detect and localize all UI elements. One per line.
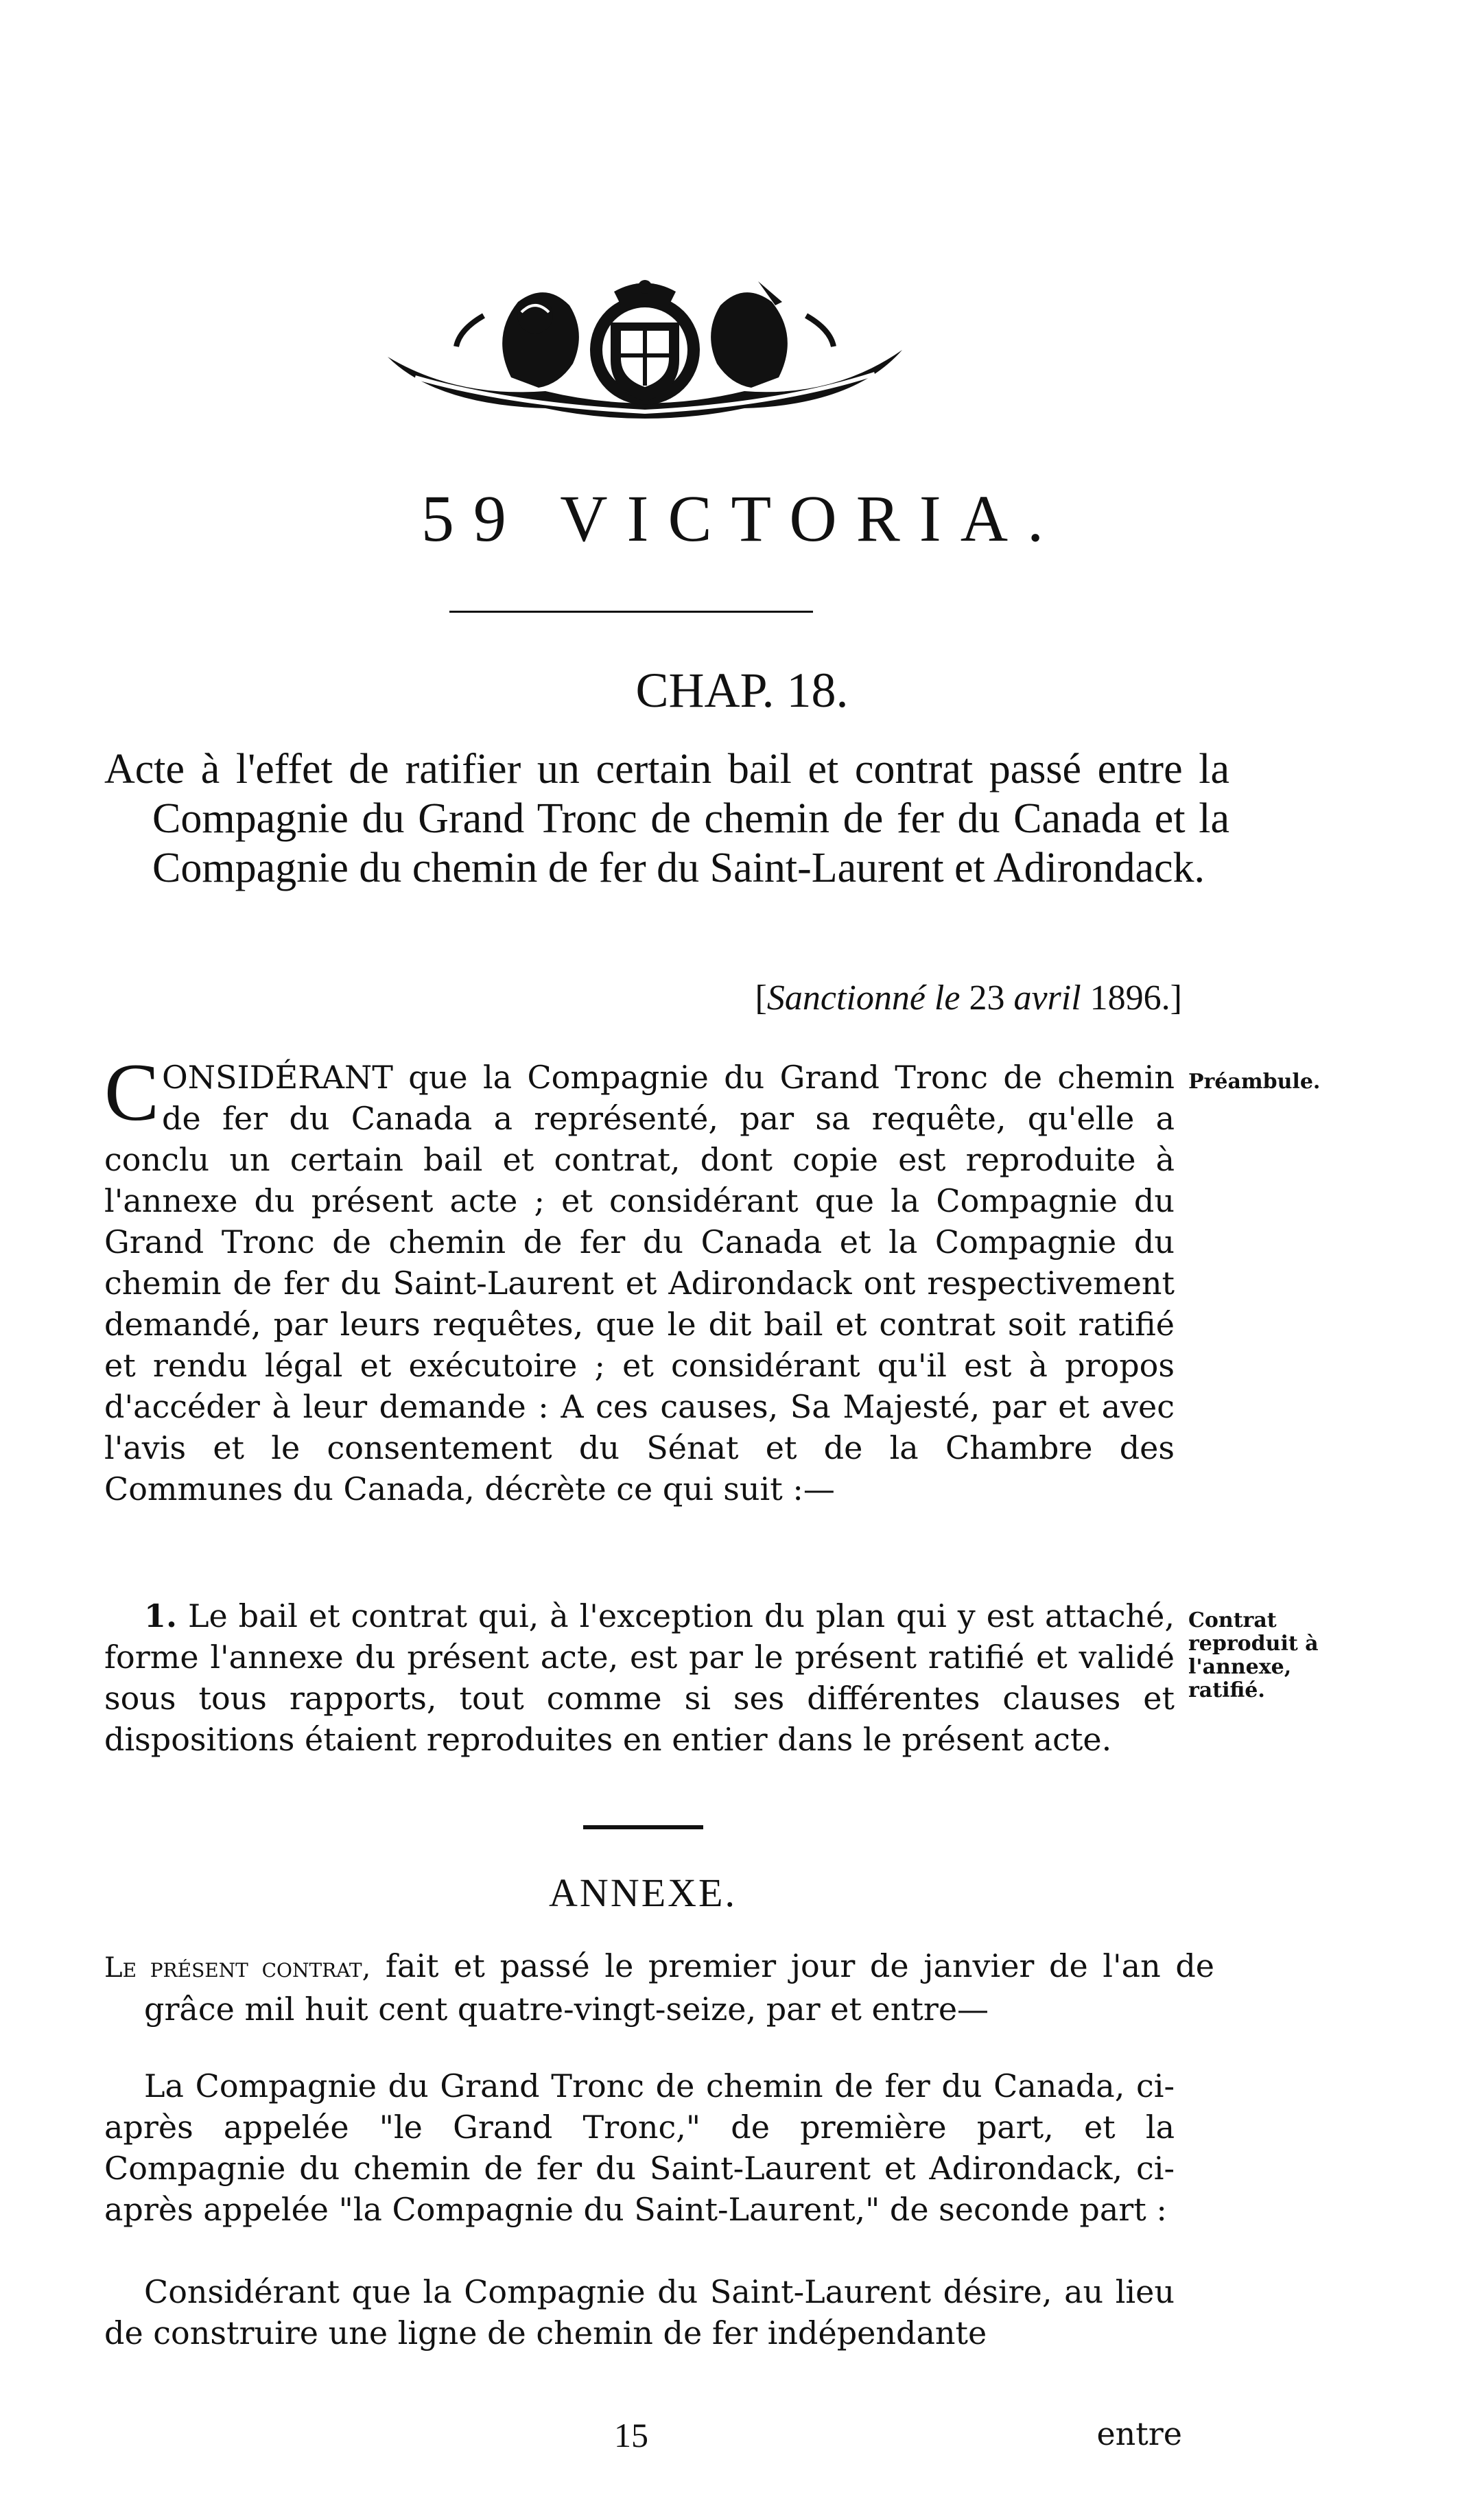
sanction-day: 23 <box>969 978 1005 1018</box>
annexe-heading: ANNEXE. <box>549 1870 737 1915</box>
act-title: Acte à l'effet de ratifier un certain bail et contrat passé entre la Compagnie du Grand Tronc de chemin de fer du Canada et la Compagnie du chemin de fer du Saint-Laurent et Adirondack. <box>104 746 1229 891</box>
section-1-paragraph <box>104 1595 1175 1760</box>
annexe-paragraph-1 <box>104 1945 1214 2030</box>
page-number: 15 <box>614 2416 648 2454</box>
section-1-text: Le bail et contrat qui, à l'exception du plan qui y est attaché, forme l'annexe du présent acte, est par le présent ratifié et validé sous tous rapports, tout comme si ses différentes clauses et dispositions étaient reproduites en entier dans le présent acte. <box>104 1597 1175 1758</box>
royal-crest-icon <box>374 274 916 432</box>
annexe-para1-text: fait et passé le premier jour de janvier de l'an de grâce mil huit cent quatre-vingt-seize, par et entre— <box>144 1947 1214 2028</box>
catchword: entre <box>1096 2415 1182 2452</box>
sanction-label: Sanctionné le <box>766 978 961 1018</box>
annexe-lead: Le présent contrat, <box>104 1952 371 1984</box>
margin-note-preamble: Préambule. <box>1188 1070 1321 1094</box>
margin-note-section-1: Contrat reproduit à l'annexe, ratifié. <box>1188 1608 1319 1702</box>
sanction-date <box>755 978 1182 1018</box>
sanction-year: 1896.] <box>1090 978 1182 1018</box>
chapter-heading: CHAP. 18. <box>635 663 849 718</box>
section-number: 1. <box>144 1597 178 1634</box>
annexe-paragraph-2: La Compagnie du Grand Tronc de chemin de fer du Canada, ci-après appelée "le Grand Tronc," de première part, et la Compagnie du chemin de fer du Saint-Laurent et Adirondack, ci-après appelée "la Compagnie du Saint-Laurent," de seconde part : <box>104 2067 1175 2228</box>
sanction-month: avril <box>1013 978 1081 1018</box>
divider <box>583 1825 703 1829</box>
sanction-bracket: [ <box>755 978 767 1018</box>
preamble-paragraph <box>104 1046 1175 1510</box>
annexe-paragraph-3: Considérant que la Compagnie du Saint-Laurent désire, au lieu de construire une ligne de chemin de fer indépendante <box>104 2273 1175 2351</box>
reign-heading: 59 VICTORIA. <box>421 482 1063 555</box>
divider <box>449 611 813 613</box>
preamble-text: ONSIDÉRANT que la Compagnie du Grand Tronc de chemin de fer du Canada a représenté, par sa requête, qu'elle a conclu un certain bail et contrat, dont copie est reproduite à l'annexe du présent acte ; et considérant que la Compagnie du Grand Tronc de chemin de fer du Canada et la Compagnie du chemin de fer du Saint-Laurent et Adirondack ont respectivement demandé, par leurs requêtes, que le dit bail et contrat soit ratifié et rendu légal et exécutoire ; et considérant qu'il est à propos d'accéder à leur demande : A ces causes, Sa Majesté, par et avec l'avis et le consentement du Sénat et de la Chambre des Communes du Canada, décrète ce qui suit :— <box>104 1059 1175 1507</box>
drop-cap: C <box>104 1046 160 1138</box>
